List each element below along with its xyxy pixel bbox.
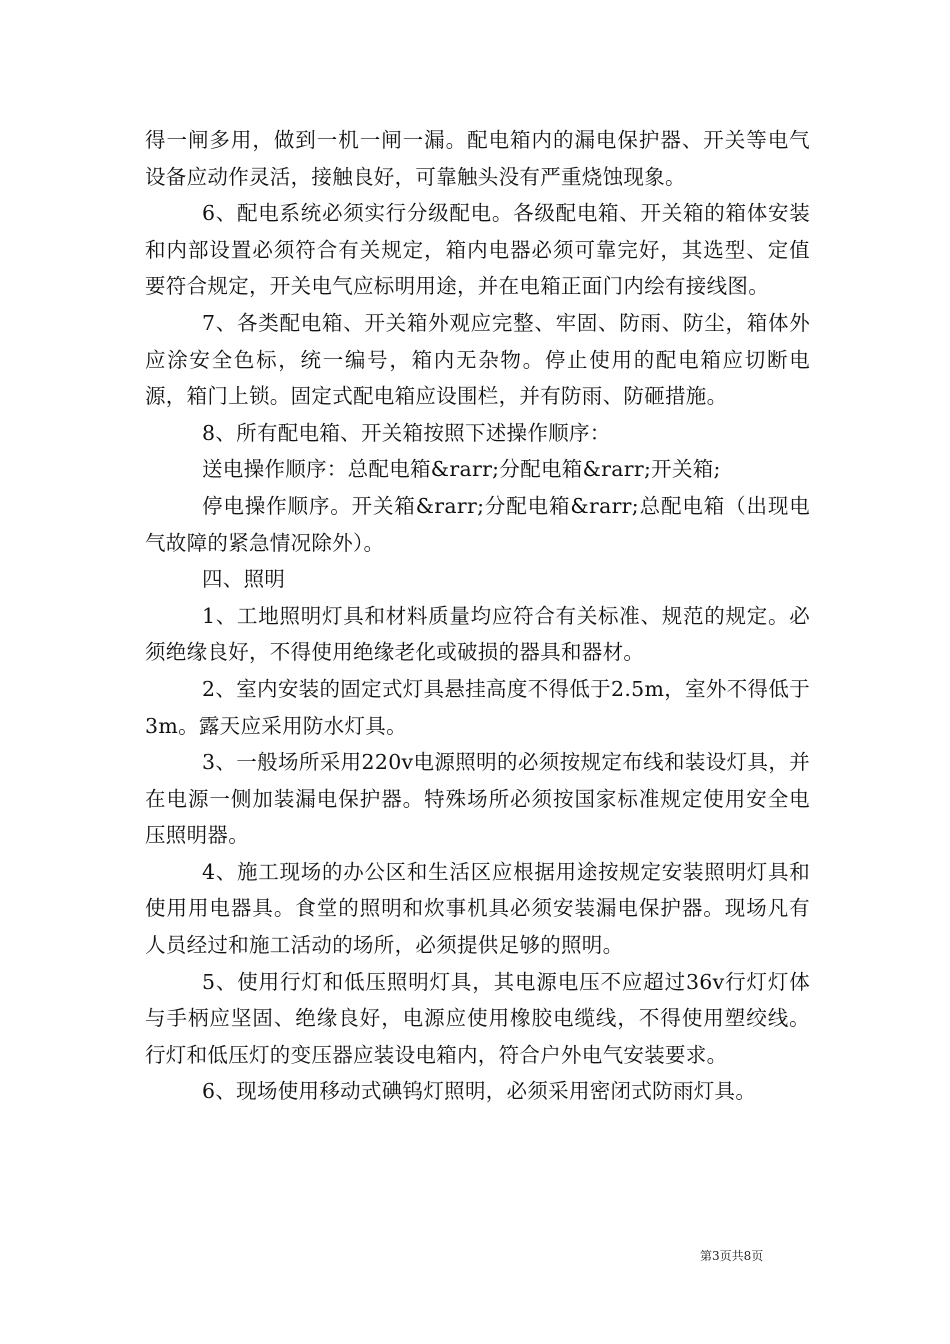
paragraph: 4、施工现场的办公区和生活区应根据用途按规定安装照明灯具和使用用电器具。食堂的照明和炊事机具必须安装漏电保护器。现场凡有人员经过和施工活动的场所，必须提供足够的照明。	[145, 859, 810, 958]
document-body	[145, 122, 810, 1110]
section-heading: 四、照明	[202, 567, 286, 592]
paragraph: 6、配电系统必须实行分级配电。各级配电箱、开关箱的箱体安装和内部设置必须符合有关规定，箱内电器必须可靠完好，其选型、定值要符合规定，开关电气应标明用途，并在电箱正面门内绘有接线图。	[145, 201, 810, 299]
paragraph: 停电操作顺序。开关箱&rarr;分配电箱&rarr;总配电箱（出现电气故障的紧急情况除外）。	[145, 493, 810, 555]
paragraph: 3、一般场所采用220v电源照明的必须按规定布线和装设灯具，并在电源一侧加装漏电保护器。特殊场所必须按国家标准规定使用安全电压照明器。	[145, 750, 810, 848]
paragraph: 5、使用行灯和低压照明灯具，其电源电压不应超过36v行灯灯体与手柄应坚固、绝缘良好，电源应使用橡胶电缆线，不得使用塑绞线。行灯和低压灯的变压器应装设电箱内，符合户外电气安装要求。	[145, 969, 810, 1067]
page-number: 第3页共8页	[700, 1249, 764, 1263]
paragraph: 2、室内安装的固定式灯具悬挂高度不得低于2.5m，室外不得低于3m。露天应采用防水灯具。	[145, 676, 810, 738]
paragraph: 送电操作顺序：总配电箱&rarr;分配电箱&rarr;开关箱;	[202, 457, 721, 482]
paragraph: 8、所有配电箱、开关箱按照下述操作顺序：	[202, 420, 611, 445]
paragraph: 6、现场使用移动式碘钨灯照明，必须采用密闭式防雨灯具。	[202, 1079, 757, 1104]
paragraph: 得一闸多用，做到一机一闸一漏。配电箱内的漏电保护器、开关等电气设备应动作灵活，接触良好，可靠触头没有严重烧蚀现象。	[145, 128, 810, 189]
paragraph: 1、工地照明灯具和材料质量均应符合有关标准、规范的规定。必须绝缘良好，不得使用绝缘老化或破损的器具和器材。	[145, 603, 810, 665]
paragraph: 7、各类配电箱、开关箱外观应完整、牢固、防雨、防尘，箱体外应涂安全色标，统一编号，箱内无杂物。停止使用的配电箱应切断电源，箱门上锁。固定式配电箱应设围栏，并有防雨、防砸措施。	[145, 310, 810, 409]
